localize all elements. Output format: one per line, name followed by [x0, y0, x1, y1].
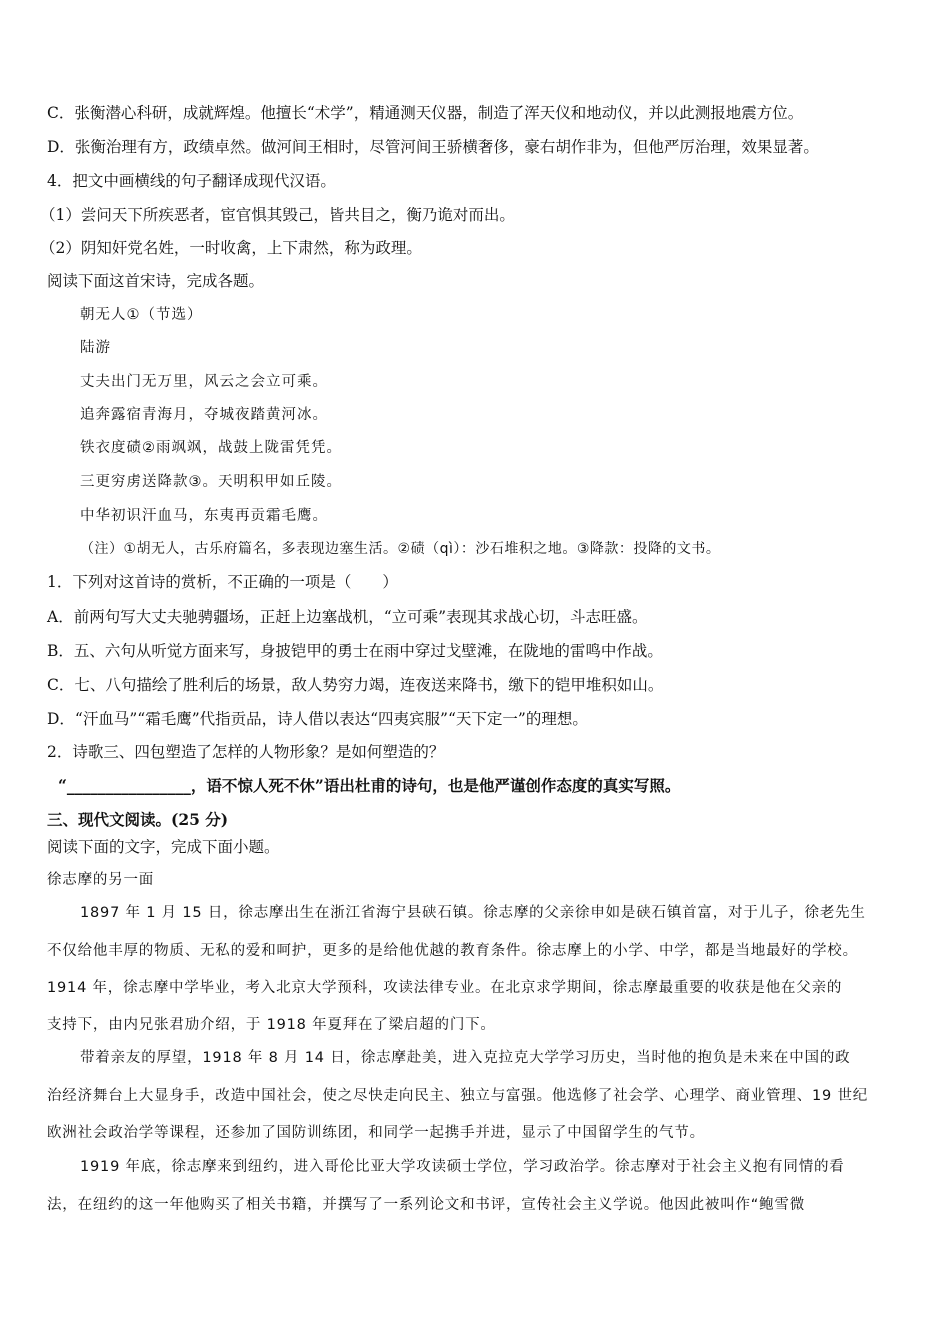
article-line: 法，在纽约的这一年他购买了相关书籍，并撰写了一系列论文和书评，宣传社会主义学说。他因此被叫作“鲍雪微: [47, 1197, 806, 1213]
section-3-heading: 三、现代文阅读。(25 分): [47, 810, 229, 829]
article-line: 欧洲社会政治学等课程，还参加了国防训练团，和同学一起携手并进，显示了中国留学生的气节。: [47, 1125, 705, 1141]
article-line: 支持下，由内兄张君劢介绍，于 1918 年夏拜在了梁启超的门下。: [47, 1017, 496, 1033]
article-line: 不仅给他丰厚的物质、无私的爱和呵护，更多的是给他优越的教育条件。徐志摩上的小学、中学，都是当地最好的学校。: [47, 943, 858, 959]
option-c: C．张衡潜心科研，成就辉煌。他擅长“术学”，精通测天仪器，制造了浑天仪和地动仪，并以此测报地震方位。: [47, 104, 804, 122]
poem-title: 朝无人①（节选）: [80, 307, 203, 323]
article-line: 1919 年底，徐志摩来到纽约，进入哥伦比亚大学攻读硕士学位，学习政治学。徐志摩对于社会主义抱有同情的看: [80, 1159, 845, 1175]
poem-note: （注）①胡无人，古乐府篇名，多表现边塞生活。②碛（qì）：沙石堆积之地。③降款：投降的文书。: [80, 541, 721, 557]
poem-line: 三更穷虏送降款③。天明积甲如丘陵。: [80, 474, 342, 490]
poem-question-2: 2．诗歌三、四包塑造了怎样的人物形象？是如何塑造的？: [47, 743, 445, 761]
poem-author: 陆游: [80, 340, 111, 356]
question-4-stem: 4．把文中画横线的句子翻译成现代汉语。: [47, 172, 336, 190]
poem-intro: 阅读下面这首宋诗，完成各题。: [47, 272, 265, 290]
article-line: 治经济舞台上大显身手，改造中国社会，使之尽快走向民主、独立与富强。他选修了社会学、心理学、商业管理、19 世纪: [47, 1088, 869, 1104]
poem-option-c: C．七、八句描绘了胜利后的场景，敌人势穷力竭，连夜送来降书，缴下的铠甲堆积如山。: [47, 676, 664, 694]
article-line: 带着亲友的厚望，1918 年 8 月 14 日，徐志摩赴美，进入克拉克大学学习历史，当时他的抱负是未来在中国的政: [80, 1050, 851, 1066]
question-4-sentence-2: （2）阴知奸党名姓，一时收禽，上下肃然，称为政理。: [40, 239, 422, 257]
article-title: 徐志摩的另一面: [47, 872, 155, 888]
poem-option-d: D．“汗血马”“霜毛鹰”代指贡品，诗人借以表达“四夷宾服”“天下定一”的理想。: [47, 710, 588, 728]
section-3-intro: 阅读下面的文字，完成下面小题。: [47, 838, 280, 856]
article-line: 1914 年，徐志摩中学毕业，考入北京大学预科，攻读法律专业。在北京求学期间，徐志摩最重要的收获是他在父亲的: [47, 980, 843, 996]
poem-question-1: 1．下列对这首诗的赏析，不正确的一项是（ ）: [47, 573, 398, 591]
question-4-sentence-1: （1）尝问天下所疾恶者，宦官惧其毁己，皆共目之，衡乃诡对而出。: [40, 206, 515, 224]
article-line: 1897 年 1 月 15 日，徐志摩出生在浙江省海宁县硖石镇。徐志摩的父亲徐申如是硖石镇首富，对于儿子，徐老先生: [80, 905, 866, 921]
option-d: D．张衡治理有方，政绩卓然。做河间王相时，尽管河间王骄横奢侈，豪右胡作非为，但他严厉治理，效果显著。: [47, 138, 819, 156]
fill-blank-question: “________________，语不惊人死不休”语出杜甫的诗句，也是他严谨创作态度的真实写照。: [58, 776, 681, 795]
poem-option-b: B．五、六句从听觉方面来写，身披铠甲的勇士在雨中穿过戈壁滩，在陇地的雷鸣中作战。: [47, 642, 663, 660]
poem-line: 追奔露宿青海月，夺城夜踏黄河冰。: [80, 407, 328, 423]
poem-option-a: A．前两句写大丈夫驰骋疆场，正赶上边塞战机，“立可乘”表现其求战心切，斗志旺盛。: [47, 608, 648, 626]
poem-line: 铁衣度碛②雨飒飒，战鼓上陇雷凭凭。: [80, 440, 342, 456]
poem-line: 丈夫出门无万里，风云之会立可乘。: [80, 374, 328, 390]
poem-line: 中华初识汗血马，东夷再贡霜毛鹰。: [80, 508, 328, 524]
